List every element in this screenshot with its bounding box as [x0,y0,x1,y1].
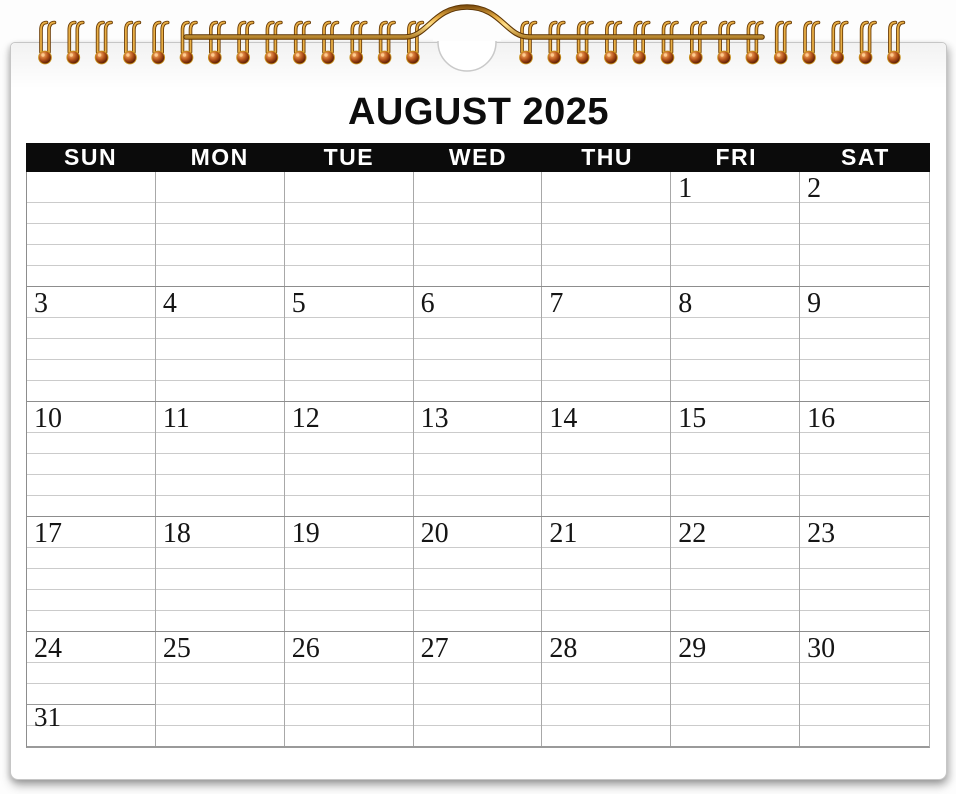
ruled-line [27,454,155,475]
day-cell-18 [156,517,285,631]
weekday-label-thu: THU [581,144,634,170]
day-cell-15 [671,402,800,516]
ruled-line [671,433,799,454]
date-number: 12 [291,403,320,434]
ruled-line [800,590,929,611]
date-area [800,632,929,663]
ruled-line [800,360,929,381]
ruled-line [285,548,413,569]
date-area [285,402,413,433]
date-area [414,632,542,663]
ruled-line [542,381,670,401]
date-area [285,517,413,548]
ruled-line [542,705,670,726]
day-cell-20 [414,517,543,631]
ruled-line [27,360,155,381]
week-row [27,172,929,287]
day-cell-30 [800,632,929,746]
date-area [27,287,155,318]
date-number: 23 [807,518,836,549]
ruled-line [414,266,542,286]
day-cell-19 [285,517,414,631]
ruled-line [27,224,155,245]
ruled-line [414,548,542,569]
ruled-line [800,339,929,360]
ruled-line [671,203,799,224]
hanging-hook-wire-highlight [186,7,762,37]
ruled-line [285,339,413,360]
ruled-line [414,705,542,726]
weekday-header [26,143,930,172]
date-area [542,517,670,548]
ruled-line [156,454,284,475]
date-area [156,517,284,548]
ruled-line [156,245,284,266]
ruled-line [156,203,284,224]
weekday-label-wed: WED [448,144,508,170]
ruled-line [27,475,155,496]
date-area [414,517,542,548]
ruled-line [156,590,284,611]
ruled-line [414,360,542,381]
ruled-line [542,663,670,684]
date-area [542,402,670,433]
date-area [542,172,670,203]
ruled-line [27,496,155,516]
ruled-line [671,339,799,360]
day-cell-16 [800,402,929,516]
ruled-line [156,318,284,339]
date-number: 20 [420,518,449,549]
date-number: 15 [678,403,707,434]
date-number: 30 [807,633,836,664]
ruled-line [285,569,413,590]
date-area [671,517,799,548]
day-cell-1 [671,172,800,286]
ruled-line [285,454,413,475]
ruled-line [156,548,284,569]
day-cell-26 [285,632,414,746]
week-row [27,287,929,402]
day-cell-empty [285,172,414,286]
day-cell-27 [414,632,543,746]
date-area [27,402,155,433]
day-cell-17 [27,517,156,631]
day-cell-empty [27,172,156,286]
ruled-line [285,475,413,496]
ruled-line [156,569,284,590]
ruled-line [414,663,542,684]
ruled-line [671,548,799,569]
ruled-line [671,663,799,684]
ruled-line [156,339,284,360]
ruled-line [542,726,670,746]
ruled-line [542,548,670,569]
ruled-line [414,684,542,705]
weekday-label-tue: TUE [323,144,375,170]
day-cell-22 [671,517,800,631]
date-number: 2 [807,173,822,204]
day-cell-23 [800,517,929,631]
date-area [156,632,284,663]
ruled-line [671,318,799,339]
ruled-line [542,569,670,590]
date-area [414,172,542,203]
date-number: 29 [678,633,707,664]
date-area [156,287,284,318]
ruled-line [542,339,670,360]
ruled-line [800,569,929,590]
day-cell-21 [542,517,671,631]
ruled-line [285,266,413,286]
date-area [285,172,413,203]
date-area [542,632,670,663]
date-area [27,632,155,663]
week-row [27,402,929,517]
ruled-line [800,224,929,245]
date-area [156,402,284,433]
ruled-line [671,266,799,286]
date-number: 18 [162,518,191,549]
day-cell-9 [800,287,929,401]
ruled-line [27,611,155,631]
day-cell-11 [156,402,285,516]
date-area [800,287,929,318]
ruled-line [156,705,284,726]
date-number: 26 [291,633,320,664]
ruled-line [156,433,284,454]
date-number: 5 [291,288,306,319]
ruled-line [542,611,670,631]
ruled-line [671,684,799,705]
date-number: 6 [420,288,435,319]
day-cell-7 [542,287,671,401]
date-number: 3 [34,288,48,319]
day-cell-empty [156,172,285,286]
ruled-line [671,611,799,631]
ruled-line [285,224,413,245]
ruled-line [671,381,799,401]
ruled-line [27,339,155,360]
day-cell-24 [27,632,156,746]
ruled-line [414,726,542,746]
ruled-line [414,339,542,360]
ruled-line [156,224,284,245]
week-row [27,517,929,632]
ruled-line [671,705,799,726]
ruled-line [671,475,799,496]
ruled-line [800,433,929,454]
day-cell-10 [27,402,156,516]
date-number: 4 [162,288,177,319]
ruled-line [156,496,284,516]
ruled-line [285,726,413,746]
ruled-line [156,611,284,631]
ruled-line [27,590,155,611]
date-number: 7 [549,288,564,319]
date-area [671,287,799,318]
ruled-line [414,203,542,224]
day-cell-13 [414,402,543,516]
date-number: 27 [420,633,449,664]
ruled-line [27,203,155,224]
ruled-line [800,496,929,516]
ruled-line [414,381,542,401]
day-cell-28 [542,632,671,746]
date-number: 10 [34,403,62,434]
ruled-line [414,224,542,245]
day-cell-empty [414,172,543,286]
date-area [414,402,542,433]
ruled-line [414,496,542,516]
ruled-line [800,266,929,286]
ruled-line [27,726,155,746]
ruled-line [542,496,670,516]
date-area [414,287,542,318]
day-cell-2 [800,172,929,286]
ruled-line [285,318,413,339]
ruled-line [27,318,155,339]
weekday-label-sun: SUN [64,144,118,170]
ruled-line [800,203,929,224]
ruled-line [156,475,284,496]
day-cell-8 [671,287,800,401]
date-number-overflow: 31 [34,702,61,732]
ruled-line [285,381,413,401]
ruled-line [800,684,929,705]
ruled-line [800,318,929,339]
date-number: 14 [549,403,578,434]
ruled-line [542,475,670,496]
ruled-line [27,663,155,684]
date-area [156,172,284,203]
ruled-line [414,454,542,475]
date-area [671,402,799,433]
date-area [800,517,929,548]
ruled-line [800,454,929,475]
ruled-line [671,496,799,516]
date-area [27,517,155,548]
ruled-line [156,381,284,401]
ruled-line [285,203,413,224]
ruled-line [542,266,670,286]
day-cell-29 [671,632,800,746]
ruled-line [671,224,799,245]
ruled-line [27,381,155,401]
date-number: 17 [34,518,62,549]
ruled-line [800,663,929,684]
day-cell-empty [542,172,671,286]
ruled-line [414,245,542,266]
hanging-hook-wire [186,7,762,37]
ruled-line [156,684,284,705]
ruled-line [542,203,670,224]
ruled-line [671,360,799,381]
ruled-line [542,433,670,454]
ruled-line [285,590,413,611]
ruled-line [800,381,929,401]
ruled-line [542,360,670,381]
ruled-line [800,245,929,266]
date-area [800,172,929,203]
ruled-line [800,475,929,496]
date-number: 13 [420,403,449,434]
ruled-line [156,726,284,746]
date-number: 19 [291,518,320,549]
ruled-line [285,360,413,381]
ruled-line [414,318,542,339]
ruled-line [27,245,155,266]
ruled-line [414,611,542,631]
ruled-line [27,548,155,569]
date-area [671,632,799,663]
weekday-label-mon: MON [190,144,249,170]
month-title: AUGUST 2025 [347,91,610,133]
ruled-line [414,433,542,454]
date-number: 28 [549,633,578,664]
ruled-line [414,590,542,611]
ruled-line [800,726,929,746]
date-number: 21 [549,518,578,549]
day-cell-3 [27,287,156,401]
day-cell-25 [156,632,285,746]
date-area [542,287,670,318]
ruled-line [156,266,284,286]
day-cell-12 [285,402,414,516]
date-area [285,287,413,318]
date-number: 8 [678,288,693,319]
ruled-line [542,590,670,611]
ruled-line [800,705,929,726]
ruled-line [27,266,155,286]
ruled-line [285,684,413,705]
ruled-line [671,245,799,266]
ruled-line [285,663,413,684]
date-number: 1 [678,173,693,204]
ruled-line [542,224,670,245]
date-area [800,402,929,433]
ruled-line [285,496,413,516]
ruled-line [671,726,799,746]
weekday-label-sat: SAT [841,144,890,170]
day-cell-4 [156,287,285,401]
ruled-line [542,318,670,339]
ruled-line [671,454,799,475]
date-number: 9 [807,288,822,319]
ruled-line [542,454,670,475]
date-area [671,172,799,203]
ruled-line [27,433,155,454]
date-area [285,632,413,663]
date-area [27,172,155,203]
ruled-line [285,433,413,454]
week-row [27,632,929,746]
ruled-line [414,475,542,496]
day-cell-14 [542,402,671,516]
ruled-line [285,245,413,266]
ruled-line [27,702,155,732]
day-cell-5 [285,287,414,401]
weekday-label-fri: FRI [715,144,758,170]
date-number: 25 [162,633,191,664]
ruled-line [156,360,284,381]
ruled-line [285,705,413,726]
date-number: 16 [807,403,836,434]
date-number: 22 [678,518,707,549]
calendar-grid [26,172,930,748]
ruled-line [27,569,155,590]
ruled-line [800,611,929,631]
calendar-page [10,42,947,780]
ruled-line [542,245,670,266]
date-number: 11 [162,403,190,434]
date-number: 24 [34,633,62,664]
ruled-line [542,684,670,705]
ruled-line [671,590,799,611]
day-cell-6 [414,287,543,401]
ruled-line [671,569,799,590]
ruled-line [414,569,542,590]
ruled-line [285,611,413,631]
ruled-line [156,663,284,684]
ruled-line [800,548,929,569]
